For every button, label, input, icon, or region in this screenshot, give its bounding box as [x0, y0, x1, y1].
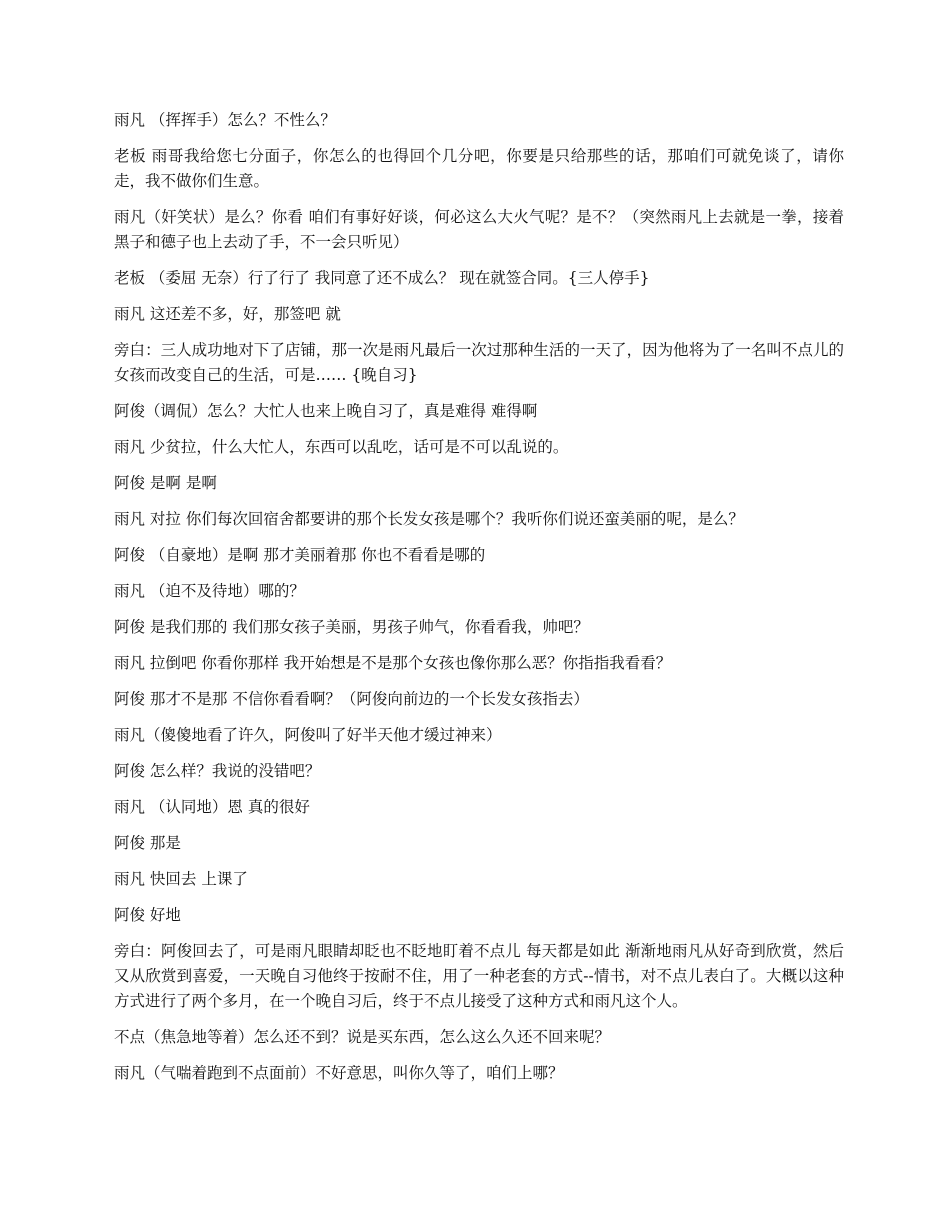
paragraph: 阿俊 （自豪地）是啊 那才美丽着那 你也不看看是哪的 — [114, 546, 486, 564]
paragraph: 阿俊 是我们那的 我们那女孩子美丽，男孩子帅气，你看看我，帅吧？ — [114, 618, 589, 636]
paragraph: 雨凡（气喘着跑到不点面前）不好意思，叫你久等了，咱们上哪？ — [114, 1064, 564, 1082]
paragraph: 旁白：三人成功地对下了店铺，那一次是雨凡最后一次过那种生活的一天了，因为他将为了一名叫不点儿的女孩而改变自己的生活，可是…… {晚自习} — [114, 341, 844, 384]
paragraph: 雨凡 对拉 你们每次回宿舍都要讲的那个长发女孩是哪个？我听你们说还蛮美丽的呢，是么？ — [114, 510, 744, 528]
paragraph: 阿俊 怎么样？我说的没错吧？ — [114, 762, 321, 780]
paragraph: 阿俊 那才不是那 不信你看看啊？（阿俊向前边的一个长发女孩指去） — [114, 690, 589, 708]
script-text-body — [114, 108, 844, 1097]
paragraph: 雨凡 快回去 上课了 — [114, 870, 248, 888]
paragraph: 雨凡（奸笑状）是么？你看 咱们有事好好谈，何必这么大火气呢？是不？（突然雨凡上去就是一拳，接着黑子和德子也上去动了手，不一会只听见） — [114, 208, 844, 251]
paragraph: 雨凡 少贫拉，什么大忙人，东西可以乱吃，话可是不可以乱说的。 — [114, 438, 569, 456]
paragraph: 雨凡（傻傻地看了许久，阿俊叫了好半天他才缓过神来） — [114, 726, 502, 744]
paragraph: 不点（焦急地等着）怎么还不到？说是买东西，怎么这么久还不回来呢？ — [114, 1028, 611, 1046]
paragraph: 阿俊 好地 — [114, 906, 181, 924]
paragraph: 旁白：阿俊回去了，可是雨凡眼睛却眨也不眨地盯着不点儿 每天都是如此 渐渐地雨凡从好奇到欣赏，然后又从欣赏到喜爱，一天晚自习他终于按耐不住，用了一种老套的方式--情书，对不点儿表白了。大概以这种方式进行了两个多月，在一个晚自习后，终于不点儿接受了这种方式和雨凡这个人。 — [114, 942, 844, 1010]
paragraph: 老板 （委屈 无奈）行了行了 我同意了还不成么？ 现在就签合同。{三人停手} — [114, 269, 650, 287]
paragraph: 雨凡 这还差不多，好，那签吧 就 — [114, 305, 341, 323]
paragraph: 雨凡 （迫不及待地）哪的？ — [114, 582, 305, 600]
paragraph: 雨凡 （挥挥手）怎么？不性么？ — [114, 111, 336, 129]
paragraph: 阿俊 那是 — [114, 834, 181, 852]
paragraph: 阿俊（调侃）怎么？大忙人也来上晚自习了，真是难得 难得啊 — [114, 402, 538, 420]
paragraph: 老板 雨哥我给您七分面子，你怎么的也得回个几分吧，你要是只给那些的话，那咱们可就免谈了，请你走，我不做你们生意。 — [114, 147, 844, 190]
paragraph: 阿俊 是啊 是啊 — [114, 474, 217, 492]
paragraph: 雨凡 拉倒吧 你看你那样 我开始想是不是那个女孩也像你那么恶？你指指我看看？ — [114, 654, 672, 672]
paragraph: 雨凡 （认同地）恩 真的很好 — [114, 798, 310, 816]
